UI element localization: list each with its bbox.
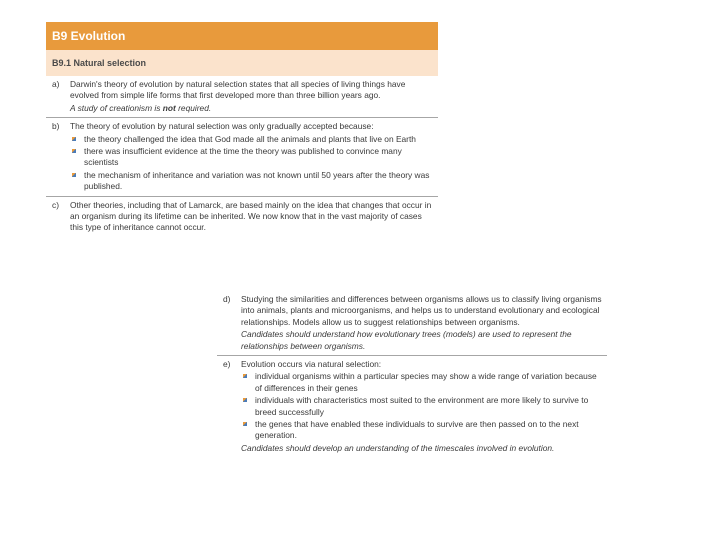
row-label: b) xyxy=(52,121,60,132)
subsection-header: B9.1 Natural selection xyxy=(46,50,438,76)
row-label: a) xyxy=(52,79,60,89)
list-item: the theory challenged the idea that God made all the animals and plants that live on Earth xyxy=(70,134,434,145)
spec-row-a xyxy=(46,76,438,118)
square-bullet-icon xyxy=(243,374,247,378)
row-label: e) xyxy=(223,359,231,370)
spec-row-e xyxy=(217,356,607,457)
row-text: Other theories, including that of Lamarck, are based mainly on the idea that changes that occur in an organism during its lifetime can be inherited. We now know that in the vast majority of cases this type of inheritance cannot occur. xyxy=(70,199,432,233)
square-bullet-icon xyxy=(243,398,247,402)
list-item: there was insufficient evidence at the time the theory was published to convince many scientists xyxy=(70,146,434,169)
list-item: the genes that have enabled these individuals to survive are then passed on to the next generation. xyxy=(241,419,603,442)
section-header: B9 Evolution xyxy=(46,22,438,50)
row-label: d) xyxy=(223,294,231,304)
spec-row-c xyxy=(46,197,438,237)
row-text: The theory of evolution by natural selection was only gradually accepted because: xyxy=(70,121,374,132)
square-bullet-icon xyxy=(72,173,76,177)
spec-row-d xyxy=(217,291,607,356)
row-note: A study of creationism is not required. xyxy=(70,102,212,113)
bullet-list xyxy=(70,134,434,193)
square-bullet-icon xyxy=(72,137,76,141)
spec-row-b xyxy=(46,118,438,196)
list-item: individual organisms within a particular species may show a wide range of variation because of differences in their genes xyxy=(241,371,603,394)
row-text: Evolution occurs via natural selection: xyxy=(241,359,382,370)
bullet-list xyxy=(241,371,603,441)
square-bullet-icon xyxy=(72,149,76,153)
list-item: individuals with characteristics most suited to the environment are more likely to survive to breed successfully xyxy=(241,395,603,418)
row-text: Studying the similarities and differences between organisms allows us to classify living organisms into animals, plants and microorganisms, and helps us to understand evolutionary and ecological relationships. Models allow us to suggest relationships between organisms. xyxy=(241,294,602,327)
square-bullet-icon xyxy=(243,422,247,426)
row-label: c) xyxy=(52,199,59,210)
list-item: the mechanism of inheritance and variation was not known until 50 years after the theory was published. xyxy=(70,170,434,193)
spec-panel-top xyxy=(46,22,438,237)
row-note: Candidates should develop an understanding of the timescales involved in evolution. xyxy=(241,442,555,453)
row-note: Candidates should understand how evolutionary trees (models) are used to represent the relationships between organisms. xyxy=(241,329,572,351)
spec-panel-bottom xyxy=(217,291,607,457)
row-text: Darwin's theory of evolution by natural selection states that all species of living things have evolved from simple life forms that first developed more than three billion years ago. xyxy=(70,79,406,101)
